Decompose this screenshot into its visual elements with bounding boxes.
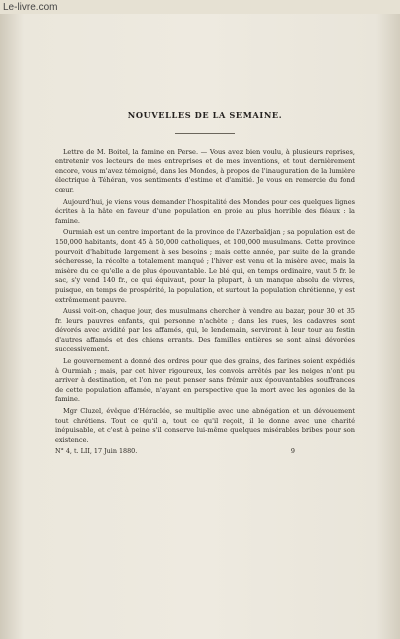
paragraph: Lettre de M. Boitel, la famine en Perse. — Vous avez bien voulu, à plusieurs reprises, entretenir vos lecteurs de mes entreprises et de mes inventions, et tout dernièrement encore, vous m'avez témoigné, dans les Mondes, à propos de l'inauguration de la lumière électrique à Téhéran, vos sentiments d'estime et d'amitié. Je vous en remercie du fond cœur.	[55, 147, 355, 194]
page-footer	[55, 447, 355, 457]
issue-info: N° 4, t. LII, 17 Juin 1880.	[55, 447, 138, 456]
paragraph: Aussi voit-on, chaque jour, des musulmans chercher à vendre au bazar, pour 30 et 35 fr. leurs pauvres enfants, qui personne n'achète ; dans les rues, les cadavres sont dévorés avec avidité par les affamés, qui, le lendemain, serviront à leur tour au festin d'autres affamés et des chiens errants. Des familles entières se sont ainsi dévorées successivement.	[55, 307, 355, 354]
title-divider	[175, 133, 235, 134]
article-title: NOUVELLES DE LA SEMAINE.	[127, 110, 283, 120]
paragraph: Ourmiah est un centre important de la province de l'Azerbaïdjan ; sa population est de 150,000 habitants, dont 45 à 50,000 catholiques, et 100,000 musulmans. Cette province pourvoit d'habitude largement à ses besoins ; mais cette année, par suite de la grande sécheresse, la récolte a totalement manqué ; l'hiver est venu et la misère avec, mais la misère du ce qu'elle a de plus épouvantable. Le blé qui, en temps ordinaire, vaut 5 fr. le sac, s'y vend 140 fr., ce qui équivaut, pour la plupart, à un manque absolu de vivres, puisque, en temps de prospérité, la population, et surtout la population chrétienne, y est extrêmement pauvre.	[55, 228, 355, 304]
article	[55, 111, 355, 457]
watermark-text: Le-livre.com	[3, 2, 58, 13]
paragraph: Le gouvernement a donné des ordres pour que des grains, des farines soient expédiés à Ourmiah ; mais, par cet hiver rigoureux, les convois arrêtés par les neiges n'ont pu arriver à destination, et l'on ne peut penser sans frémir aux épouvantables souffrances de cette population affamée, n'ayant en perspective que la mort avec les agonies de la famine.	[55, 357, 355, 404]
paragraph: Mgr Cluzel, évêque d'Héraclée, se multiplie avec une abnégation et un dévouement tout chrétiens. Tout ce qu'il a, tout ce qu'il reçoit, il le donne avec une charité inépuisable, et c'est à peine s'il conserve lui-même quelques misérables bribes pour son existence.	[55, 407, 355, 444]
document-page	[0, 14, 400, 639]
paragraph: Aujourd'hui, je viens vous demander l'hospitalité des Mondes pour ces quelques lignes écrites à la hâte en faveur d'une population en proie au plus horrible des fléaux : la famine.	[55, 197, 355, 225]
page-number: 9	[290, 447, 295, 456]
